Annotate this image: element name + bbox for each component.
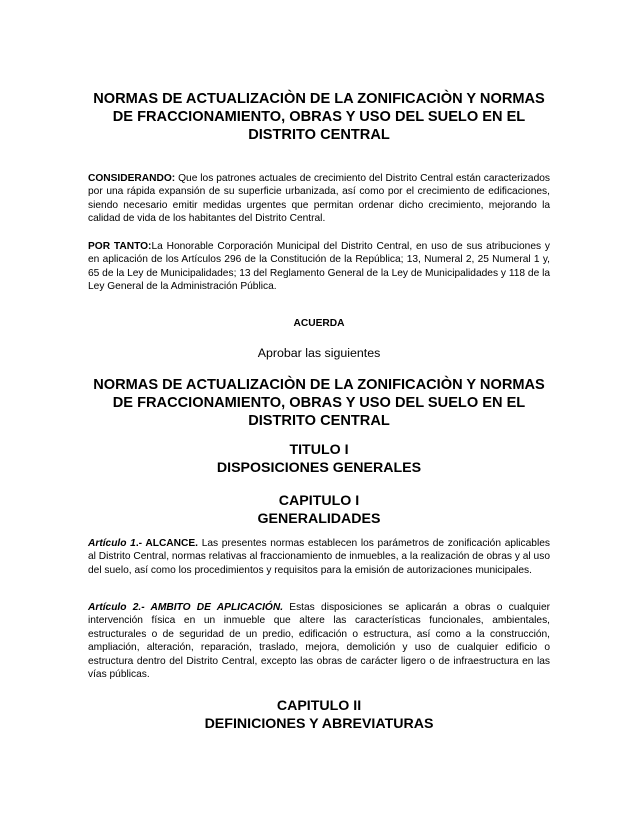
por-tanto-label: POR TANTO: [88,241,152,252]
document-title: NORMAS DE ACTUALIZACIÒN DE LA ZONIFICACIÒN Y NORMAS DE FRACCIONAMIENTO, OBRAS Y USO DEL SUELO EN EL DISTRITO CENTRAL [93,91,545,143]
considerando-paragraph [88,172,550,226]
considerando-text: Que los patrones actuales de crecimiento del Distrito Central están caracterizados por una rápida expansión de su superficie urbanizada, así como por el crecimiento de edificaciones, siendo necesario emitir medidas urgentes que permitan ordenar dicho crecimiento, mejorando la calidad de vida de los habitantes del Distrito Central. [88,173,550,225]
articulo-1-label: Artículo 1.- ALCANCE. [88,538,199,549]
aprobar-line: Aprobar las siguientes [257,346,381,360]
articulo-1-paragraph [88,537,550,577]
considerando-label: CONSIDERANDO: [88,173,176,184]
articulo-1-text: Las presentes normas establecen los parámetros de zonificación aplicables al Distrito Central, normas relativas al fraccionamiento de inmuebles, a la realización de obras y al uso del suelo, así como los procedimientos y requisitos para la emisión de autorizaciones municipales. [88,538,550,576]
capitulo-2-line1: CAPITULO II [276,698,362,714]
titulo-1-line2: DISPOSICIONES GENERALES [216,460,422,476]
por-tanto-text: La Honorable Corporación Municipal del Distrito Central, en uso de sus atribuciones y en aplicación de los Artículos 296 de la Constitución de la República; 13, Numeral 2, 25 Numeral 1 y, 65 de la Ley de Municipalidades; 13 del Reglamento General de la Ley de Municipalidades y 118 de la Ley General de la Administración Pública. [88,241,550,293]
articulo-2-label: Artículo 2.- AMBITO DE APLICACIÓN. [88,602,284,613]
capitulo-1-line1: CAPITULO I [278,493,360,509]
articulo-2-text: Estas disposiciones se aplicarán a obras o cualquier intervención física en un inmueble que altere las características funcionales, ambientales, estructurales o de seguridad de un predio, edificación o estructura, así como a la construcción, ampliación, alteración, reparación, traslado, mejora, demolición y uso de cualquier edificio o estructura dentro del Distrito Central, excepto las obras de carácter ligero o de infraestructura en las vías públicas. [88,602,550,681]
capitulo-2-line2: DEFINICIONES Y ABREVIATURAS [204,716,434,732]
capitulo-1-line2: GENERALIDADES [257,511,381,527]
por-tanto-paragraph [88,240,550,294]
document-title-repeat: NORMAS DE ACTUALIZACIÒN DE LA ZONIFICACIÒN Y NORMAS DE FRACCIONAMIENTO, OBRAS Y USO DEL SUELO EN EL DISTRITO CENTRAL [93,377,545,429]
titulo-1-line1: TITULO I [289,442,349,458]
articulo-2-paragraph [88,601,550,681]
acuerda-heading: ACUERDA [293,318,345,329]
